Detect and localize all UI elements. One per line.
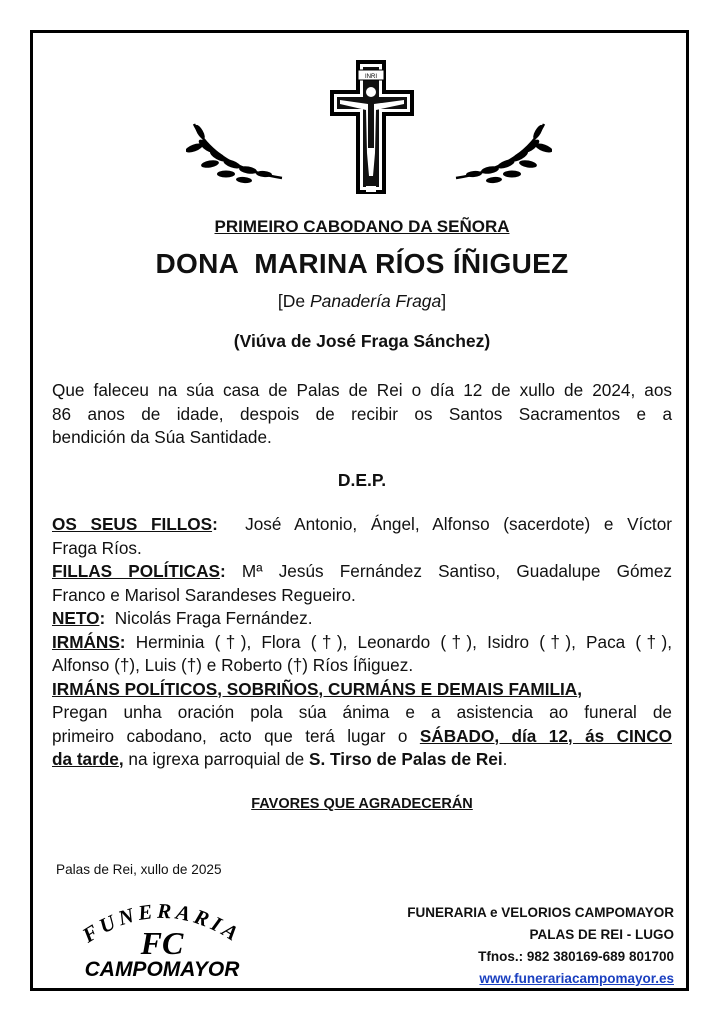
- request-line-3: [52, 748, 672, 772]
- neto-name: Nicolás Fraga Fernández.: [105, 608, 313, 628]
- others-comma: ,: [577, 678, 582, 699]
- affiliation-prefix: [De: [277, 291, 310, 311]
- fillas-colon: :: [219, 561, 226, 581]
- intro-line-2: 86 anos de idade, despois de recibir os Santos Sacramentos e a: [52, 403, 672, 424]
- irmans-line-2: Alfonso (†), Luis (†) e Roberto (†) Ríos Íñiguez.: [52, 655, 414, 675]
- funeral-home-website-link[interactable]: www.funerariacampomayor.es: [479, 971, 674, 986]
- logo-name: CAMPOMAYOR: [84, 958, 240, 980]
- fillos-line-2: Fraga Ríos.: [52, 537, 142, 558]
- affiliation-line: [0, 291, 724, 312]
- funeral-home-phones: Tfnos.: 982 380169-689 801700: [478, 949, 674, 964]
- irmans-line-1: [52, 631, 672, 655]
- intro-line-1: Que faleceu na súa casa de Palas de Rei o día 12 de xullo de 2024, aos: [52, 380, 672, 400]
- logo-monogram: FC: [140, 925, 184, 961]
- funeral-home-name: FUNERARIA e VELORIOS CAMPOMAYOR: [407, 905, 674, 920]
- request-comma: ,: [118, 749, 124, 769]
- intro-line-3: bendición da Súa Santidade.: [52, 427, 272, 447]
- irmans-colon: :: [119, 631, 126, 652]
- logo-arc-text: FUNERARIA: [78, 898, 246, 948]
- fillas-label: FILLAS POLÍTICAS: [52, 561, 220, 581]
- intro-paragraph: [52, 379, 672, 450]
- request-line-1: Pregan unha oración pola súa ánima e a asistencia ao funeral de: [52, 702, 672, 722]
- request-period: .: [502, 749, 508, 769]
- irmans-names-1: Herminia (†), Flora (†), Leonardo (†), Isidro (†), Paca (†),: [125, 631, 672, 652]
- neto-label: NETO: [52, 608, 100, 628]
- fillos-line-1: [52, 513, 672, 537]
- affiliation-bakery: Panadería Fraga: [309, 291, 442, 311]
- favores-line: FAVORES QUE AGRADECERÁN: [251, 796, 473, 812]
- fillos-names-1: José Antonio, Ángel, Alfonso (sacerdote) e Víctor: [217, 514, 672, 534]
- fillas-line-2: Franco e Marisol Sarandeses Regueiro.: [52, 584, 356, 605]
- deceased-name: DONA MARINA RÍOS ÍÑIGUEZ: [155, 248, 569, 279]
- place-date: Palas de Rei, xullo de 2025: [56, 862, 222, 877]
- subtitle-cabodano: PRIMEIRO CABODANO DA SEÑORA: [214, 217, 510, 236]
- request-text-2: primeiro cabodano, acto que terá lugar o: [52, 725, 420, 746]
- request-line-2: [52, 725, 672, 749]
- funeral-home-block: [354, 902, 674, 990]
- request-text-3: na igrexa parroquial de: [123, 749, 310, 769]
- inri-plaque: INRI: [365, 74, 377, 80]
- neto-line: [52, 607, 672, 631]
- request-date: SÁBADO, día 12, ás CINCO: [419, 725, 672, 746]
- funeral-home-location: PALAS DE REI - LUGO: [529, 927, 674, 942]
- widow-of-line: (Viúva de José Fraga Sánchez): [233, 331, 491, 351]
- request-church: S. Tirso de Palas de Rei: [309, 749, 503, 769]
- neto-colon: :: [99, 608, 106, 628]
- fillas-line-1: [52, 560, 672, 584]
- others-label: IRMÁNS POLÍTICOS, SOBRIÑOS, CURMÁNS E DEMAIS FAMILIA: [52, 678, 578, 699]
- dep-heading: D.E.P.: [337, 470, 387, 490]
- affiliation-suffix: ]: [441, 291, 447, 311]
- others-line: [52, 678, 672, 702]
- right-laurel-icon: [452, 118, 552, 184]
- fillos-label: OS SEUS FILLOS: [52, 514, 213, 534]
- request-time: da tarde: [52, 749, 119, 769]
- family-paragraph: [52, 513, 672, 772]
- left-laurel-icon: [186, 118, 286, 184]
- fillas-names-1: Mª Jesús Fernández Santiso, Guadalupe Gómez: [225, 561, 673, 581]
- irmans-label: IRMÁNS: [52, 631, 120, 652]
- crucifix-icon: [328, 58, 416, 198]
- funeraria-logo: [56, 888, 268, 980]
- fillos-colon: :: [212, 514, 218, 534]
